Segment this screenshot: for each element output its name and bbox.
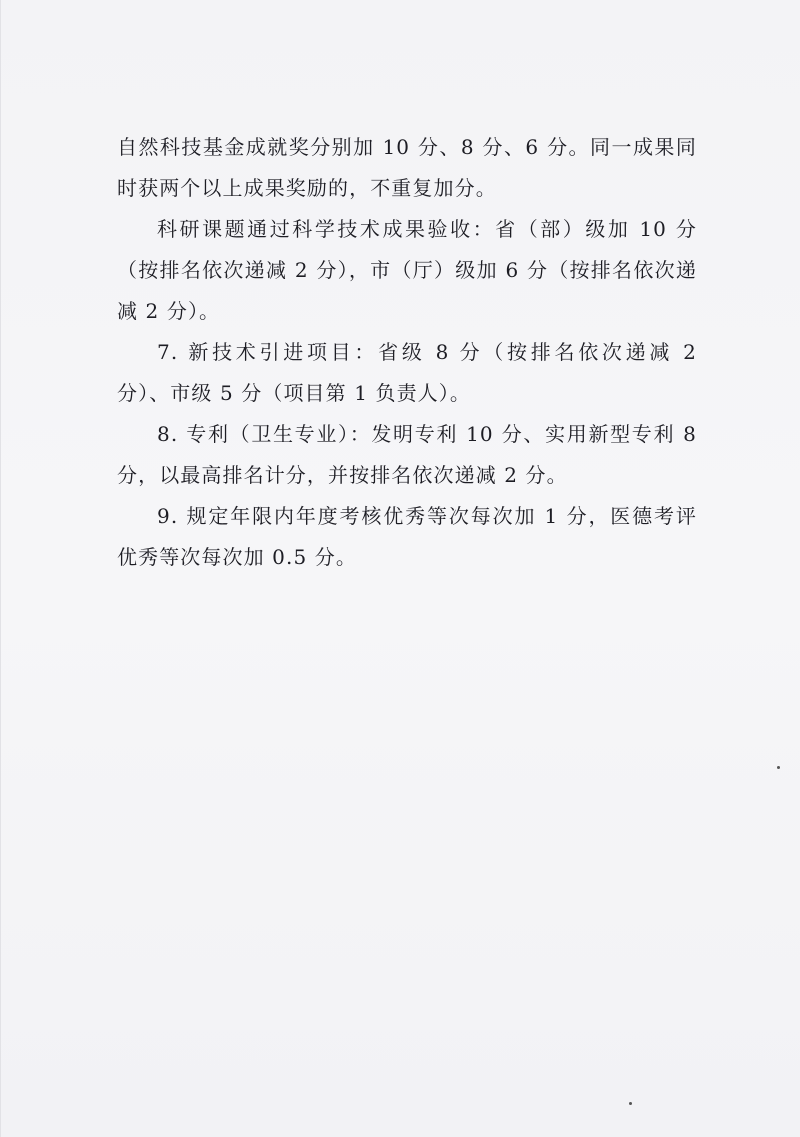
scan-speck: [777, 766, 780, 769]
paragraph-item-8: 8. 专利（卫生专业）：发明专利 10 分、实用新型专利 8 分，以最高排名计分，并按排名依次递减 2 分。: [117, 422, 697, 487]
document-body: [117, 127, 697, 578]
paragraph-award-continuation: 自然科技基金成就奖分别加 10 分、8 分、6 分。同一成果同时获两个以上成果奖励的，不重复加分。: [117, 135, 697, 200]
paragraph-research-acceptance: 科研课题通过科学技术成果验收：省（部）级加 10 分（按排名依次递减 2 分），市（厅）级加 6 分（按排名依次递减 2 分）。: [117, 217, 697, 323]
paragraph-item-7: 7. 新技术引进项目：省级 8 分（按排名依次递减 2 分）、市级 5 分（项目第 1 负责人）。: [117, 340, 697, 405]
paragraph-item-9: 9. 规定年限内年度考核优秀等次每次加 1 分，医德考评优秀等次每次加 0.5 分。: [117, 504, 697, 569]
scan-speck: [629, 1102, 632, 1105]
